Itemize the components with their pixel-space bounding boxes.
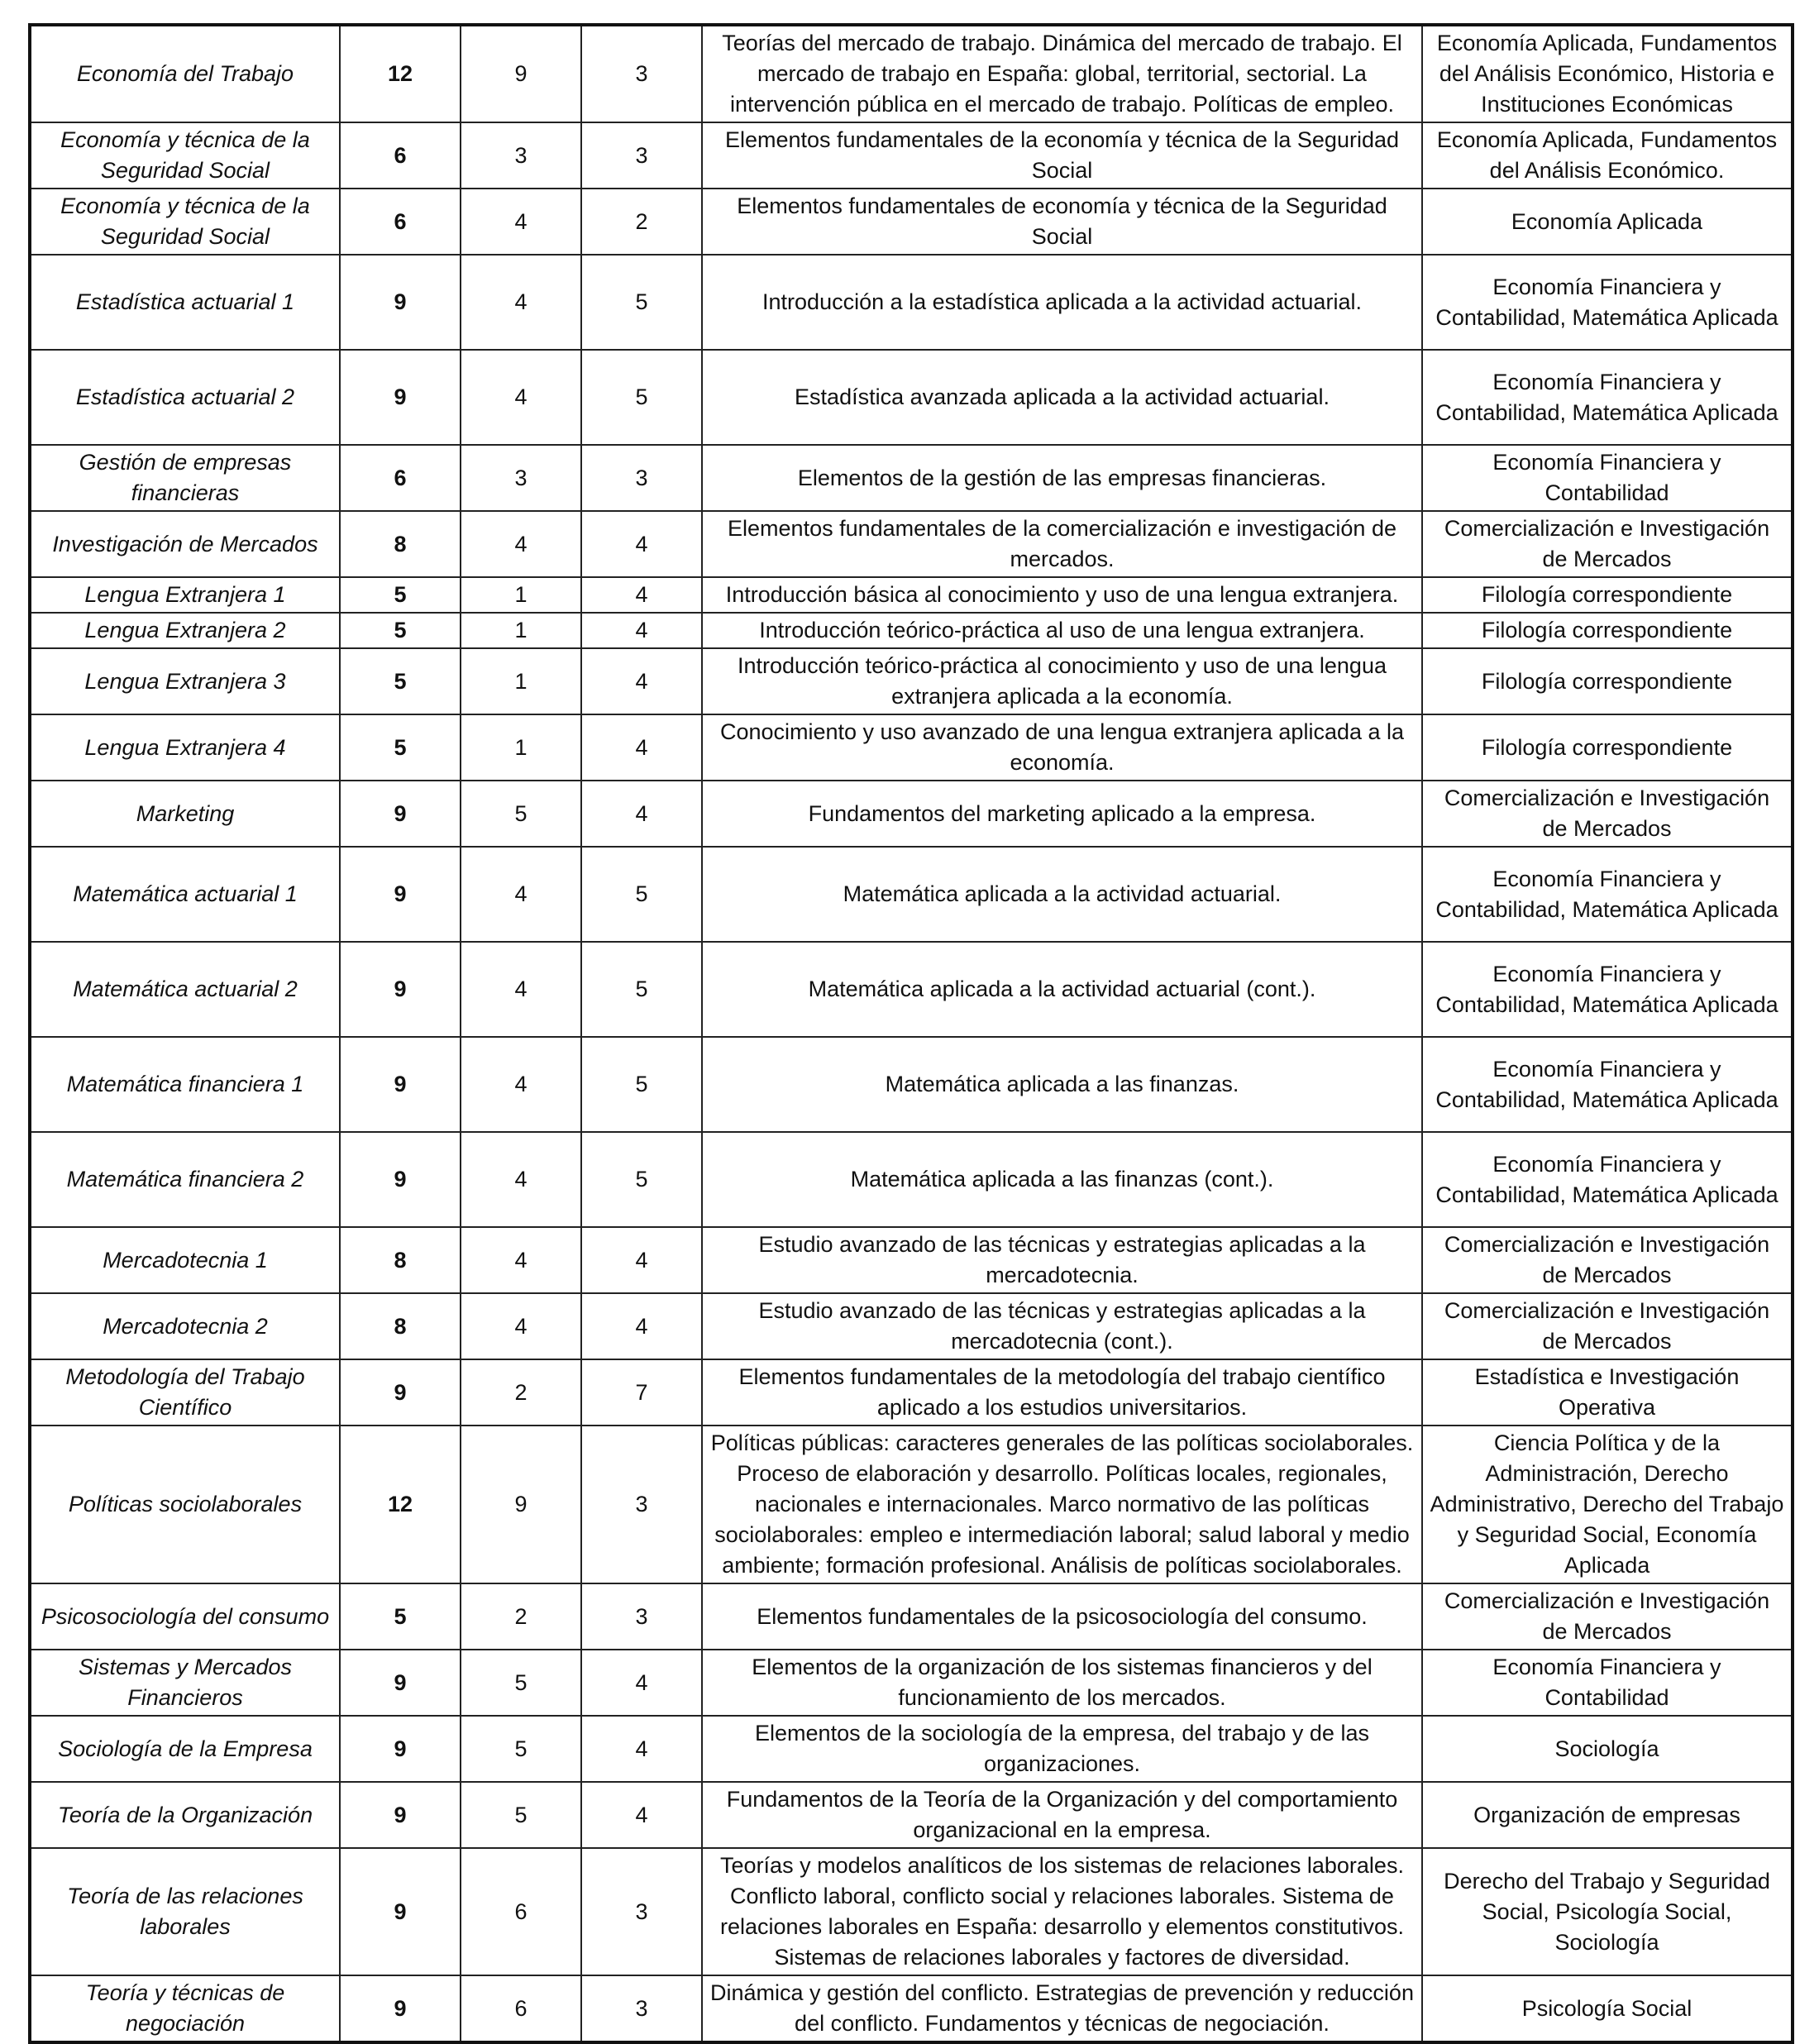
- subject-name: Marketing: [30, 781, 340, 847]
- table-row: [30, 511, 1793, 577]
- practice-credits: 7: [581, 1359, 702, 1426]
- subject-description: Elementos fundamentales de economía y técnica de la Seguridad Social: [702, 189, 1422, 255]
- practice-credits: 5: [581, 942, 702, 1037]
- theory-credits: 4: [461, 1037, 581, 1132]
- theory-credits: 3: [461, 122, 581, 189]
- knowledge-areas: Economía Aplicada, Fundamentos del Análisis Económico.: [1422, 122, 1793, 189]
- subject-description: Elementos de la gestión de las empresas financieras.: [702, 445, 1422, 511]
- practice-credits: 4: [581, 511, 702, 577]
- table-row: [30, 1359, 1793, 1426]
- theory-credits: 4: [461, 1227, 581, 1293]
- practice-credits: 5: [581, 1132, 702, 1227]
- total-credits: 9: [340, 1650, 461, 1716]
- knowledge-areas: Economía Financiera y Contabilidad: [1422, 1650, 1793, 1716]
- total-credits: 5: [340, 714, 461, 781]
- knowledge-areas: Comercialización e Investigación de Mercados: [1422, 1293, 1793, 1359]
- total-credits: 9: [340, 1037, 461, 1132]
- theory-credits: 6: [461, 1975, 581, 2042]
- theory-credits: 4: [461, 1293, 581, 1359]
- total-credits: 6: [340, 189, 461, 255]
- table-row: [30, 942, 1793, 1037]
- subject-name: Lengua Extranjera 1: [30, 577, 340, 613]
- practice-credits: 3: [581, 445, 702, 511]
- knowledge-areas: Economía Aplicada: [1422, 189, 1793, 255]
- practice-credits: 4: [581, 613, 702, 648]
- practice-credits: 3: [581, 25, 702, 122]
- knowledge-areas: Comercialización e Investigación de Mercados: [1422, 1583, 1793, 1650]
- theory-credits: 9: [461, 25, 581, 122]
- subject-name: Lengua Extranjera 4: [30, 714, 340, 781]
- theory-credits: 5: [461, 781, 581, 847]
- practice-credits: 5: [581, 847, 702, 942]
- table-row: [30, 1782, 1793, 1848]
- subject-name: Economía y técnica de la Seguridad Social: [30, 122, 340, 189]
- subject-description: Introducción básica al conocimiento y uso de una lengua extranjera.: [702, 577, 1422, 613]
- table-row: [30, 613, 1793, 648]
- theory-credits: 4: [461, 942, 581, 1037]
- table-row: [30, 1132, 1793, 1227]
- total-credits: 5: [340, 613, 461, 648]
- theory-credits: 3: [461, 445, 581, 511]
- total-credits: 9: [340, 942, 461, 1037]
- subject-description: Elementos fundamentales de la comercialización e investigación de mercados.: [702, 511, 1422, 577]
- practice-credits: 4: [581, 714, 702, 781]
- subject-name: Matemática financiera 2: [30, 1132, 340, 1227]
- table-row: [30, 189, 1793, 255]
- subject-description: Elementos fundamentales de la metodología del trabajo científico aplicado a los estudios universitarios.: [702, 1359, 1422, 1426]
- subject-name: Sistemas y Mercados Financieros: [30, 1650, 340, 1716]
- knowledge-areas: Ciencia Política y de la Administración, Derecho Administrativo, Derecho del Trabajo y Seguridad Social, Economía Aplicada: [1422, 1426, 1793, 1583]
- table-row: [30, 847, 1793, 942]
- total-credits: 9: [340, 847, 461, 942]
- practice-credits: 5: [581, 350, 702, 445]
- subject-description: Matemática aplicada a la actividad actuarial.: [702, 847, 1422, 942]
- table-row: [30, 122, 1793, 189]
- subject-name: Gestión de empresas financieras: [30, 445, 340, 511]
- table-row: [30, 25, 1793, 122]
- subject-description: Introducción teórico-práctica al conocimiento y uso de una lengua extranjera aplicada a la economía.: [702, 648, 1422, 714]
- knowledge-areas: Filología correspondiente: [1422, 648, 1793, 714]
- knowledge-areas: Economía Financiera y Contabilidad, Matemática Aplicada: [1422, 1132, 1793, 1227]
- practice-credits: 4: [581, 1293, 702, 1359]
- table-row: [30, 1227, 1793, 1293]
- subject-name: Economía del Trabajo: [30, 25, 340, 122]
- knowledge-areas: Comercialización e Investigación de Mercados: [1422, 511, 1793, 577]
- knowledge-areas: Estadística e Investigación Operativa: [1422, 1359, 1793, 1426]
- theory-credits: 5: [461, 1782, 581, 1848]
- practice-credits: 3: [581, 122, 702, 189]
- total-credits: 5: [340, 1583, 461, 1650]
- subject-name: Economía y técnica de la Seguridad Social: [30, 189, 340, 255]
- knowledge-areas: Sociología: [1422, 1716, 1793, 1782]
- knowledge-areas: Derecho del Trabajo y Seguridad Social, Psicología Social, Sociología: [1422, 1848, 1793, 1975]
- practice-credits: 4: [581, 1227, 702, 1293]
- subject-description: Teorías y modelos analíticos de los sistemas de relaciones laborales. Conflicto laboral, conflicto social y relaciones laborales. Sistema de relaciones laborales en España: desarrollo y elementos constitutivos. Sistemas de relaciones laborales y factores de diversidad.: [702, 1848, 1422, 1975]
- subject-description: Matemática aplicada a las finanzas.: [702, 1037, 1422, 1132]
- practice-credits: 3: [581, 1975, 702, 2042]
- subject-name: Teoría de las relaciones laborales: [30, 1848, 340, 1975]
- document-page: [28, 23, 1791, 2036]
- total-credits: 9: [340, 255, 461, 350]
- table-row: [30, 1716, 1793, 1782]
- table-row: [30, 1426, 1793, 1583]
- total-credits: 9: [340, 1848, 461, 1975]
- theory-credits: 4: [461, 511, 581, 577]
- total-credits: 12: [340, 25, 461, 122]
- subject-name: Mercadotecnia 2: [30, 1293, 340, 1359]
- table-row: [30, 648, 1793, 714]
- practice-credits: 3: [581, 1848, 702, 1975]
- total-credits: 6: [340, 445, 461, 511]
- subject-description: Teorías del mercado de trabajo. Dinámica del mercado de trabajo. El mercado de trabajo en España: global, territorial, sectorial. La intervención pública en el mercado de trabajo. Políticas de empleo.: [702, 25, 1422, 122]
- subject-description: Estudio avanzado de las técnicas y estrategias aplicadas a la mercadotecnia.: [702, 1227, 1422, 1293]
- theory-credits: 6: [461, 1848, 581, 1975]
- subject-name: Matemática actuarial 2: [30, 942, 340, 1037]
- knowledge-areas: Filología correspondiente: [1422, 577, 1793, 613]
- knowledge-areas: Comercialización e Investigación de Mercados: [1422, 1227, 1793, 1293]
- knowledge-areas: Economía Aplicada, Fundamentos del Análisis Económico, Historia e Instituciones Económicas: [1422, 25, 1793, 122]
- subject-description: Elementos fundamentales de la economía y técnica de la Seguridad Social: [702, 122, 1422, 189]
- theory-credits: 5: [461, 1716, 581, 1782]
- subject-name: Lengua Extranjera 3: [30, 648, 340, 714]
- total-credits: 9: [340, 350, 461, 445]
- table-row: [30, 1293, 1793, 1359]
- knowledge-areas: Comercialización e Investigación de Mercados: [1422, 781, 1793, 847]
- theory-credits: 4: [461, 847, 581, 942]
- total-credits: 8: [340, 511, 461, 577]
- theory-credits: 1: [461, 714, 581, 781]
- table-row: [30, 1583, 1793, 1650]
- knowledge-areas: Psicología Social: [1422, 1975, 1793, 2042]
- subject-description: Elementos fundamentales de la psicosociología del consumo.: [702, 1583, 1422, 1650]
- knowledge-areas: Economía Financiera y Contabilidad, Matemática Aplicada: [1422, 847, 1793, 942]
- knowledge-areas: Economía Financiera y Contabilidad: [1422, 445, 1793, 511]
- table-row: [30, 781, 1793, 847]
- total-credits: 8: [340, 1227, 461, 1293]
- practice-credits: 3: [581, 1583, 702, 1650]
- subject-description: Estudio avanzado de las técnicas y estrategias aplicadas a la mercadotecnia (cont.).: [702, 1293, 1422, 1359]
- subject-name: Matemática financiera 1: [30, 1037, 340, 1132]
- subject-name: Sociología de la Empresa: [30, 1716, 340, 1782]
- subject-description: Fundamentos del marketing aplicado a la empresa.: [702, 781, 1422, 847]
- theory-credits: 4: [461, 350, 581, 445]
- table-row: [30, 445, 1793, 511]
- subject-description: Matemática aplicada a la actividad actuarial (cont.).: [702, 942, 1422, 1037]
- practice-credits: 4: [581, 577, 702, 613]
- theory-credits: 1: [461, 577, 581, 613]
- theory-credits: 4: [461, 189, 581, 255]
- subject-name: Matemática actuarial 1: [30, 847, 340, 942]
- total-credits: 8: [340, 1293, 461, 1359]
- knowledge-areas: Economía Financiera y Contabilidad, Matemática Aplicada: [1422, 1037, 1793, 1132]
- subject-description: Estadística avanzada aplicada a la actividad actuarial.: [702, 350, 1422, 445]
- total-credits: 5: [340, 648, 461, 714]
- practice-credits: 4: [581, 648, 702, 714]
- subjects-table: [28, 23, 1794, 2044]
- table-row: [30, 577, 1793, 613]
- total-credits: 9: [340, 1716, 461, 1782]
- total-credits: 9: [340, 1975, 461, 2042]
- subject-name: Metodología del Trabajo Científico: [30, 1359, 340, 1426]
- subject-description: Introducción teórico-práctica al uso de una lengua extranjera.: [702, 613, 1422, 648]
- knowledge-areas: Filología correspondiente: [1422, 613, 1793, 648]
- practice-credits: 3: [581, 1426, 702, 1583]
- subject-description: Elementos de la sociología de la empresa, del trabajo y de las organizaciones.: [702, 1716, 1422, 1782]
- subject-name: Mercadotecnia 1: [30, 1227, 340, 1293]
- table-row: [30, 255, 1793, 350]
- knowledge-areas: Economía Financiera y Contabilidad, Matemática Aplicada: [1422, 350, 1793, 445]
- table-row: [30, 350, 1793, 445]
- table-row: [30, 1848, 1793, 1975]
- knowledge-areas: Economía Financiera y Contabilidad, Matemática Aplicada: [1422, 942, 1793, 1037]
- subject-name: Estadística actuarial 1: [30, 255, 340, 350]
- practice-credits: 4: [581, 1716, 702, 1782]
- practice-credits: 2: [581, 189, 702, 255]
- subject-description: Dinámica y gestión del conflicto. Estrategias de prevención y reducción del conflicto. Fundamentos y técnicas de negociación.: [702, 1975, 1422, 2042]
- subject-name: Teoría y técnicas de negociación: [30, 1975, 340, 2042]
- theory-credits: 4: [461, 1132, 581, 1227]
- knowledge-areas: Organización de empresas: [1422, 1782, 1793, 1848]
- subject-name: Investigación de Mercados: [30, 511, 340, 577]
- subject-description: Fundamentos de la Teoría de la Organización y del comportamiento organizacional en la empresa.: [702, 1782, 1422, 1848]
- total-credits: 6: [340, 122, 461, 189]
- total-credits: 12: [340, 1426, 461, 1583]
- theory-credits: 4: [461, 255, 581, 350]
- knowledge-areas: Economía Financiera y Contabilidad, Matemática Aplicada: [1422, 255, 1793, 350]
- subject-description: Matemática aplicada a las finanzas (cont.).: [702, 1132, 1422, 1227]
- knowledge-areas: Filología correspondiente: [1422, 714, 1793, 781]
- total-credits: 9: [340, 781, 461, 847]
- subject-description: Elementos de la organización de los sistemas financieros y del funcionamiento de los mercados.: [702, 1650, 1422, 1716]
- theory-credits: 9: [461, 1426, 581, 1583]
- subject-description: Políticas públicas: caracteres generales de las políticas sociolaborales. Proceso de elaboración y desarrollo. Políticas locales, regionales, nacionales e internacionales. Marco normativo de las políticas sociolaborales: empleo e intermediación laboral; salud laboral y medio ambiente; formación profesional. Análisis de políticas sociolaborales.: [702, 1426, 1422, 1583]
- subject-description: Conocimiento y uso avanzado de una lengua extranjera aplicada a la economía.: [702, 714, 1422, 781]
- total-credits: 9: [340, 1132, 461, 1227]
- table-row: [30, 1650, 1793, 1716]
- subject-name: Lengua Extranjera 2: [30, 613, 340, 648]
- total-credits: 9: [340, 1782, 461, 1848]
- practice-credits: 5: [581, 1037, 702, 1132]
- practice-credits: 4: [581, 1782, 702, 1848]
- subject-description: Introducción a la estadística aplicada a la actividad actuarial.: [702, 255, 1422, 350]
- theory-credits: 5: [461, 1650, 581, 1716]
- table-row: [30, 714, 1793, 781]
- theory-credits: 1: [461, 613, 581, 648]
- total-credits: 9: [340, 1359, 461, 1426]
- theory-credits: 1: [461, 648, 581, 714]
- total-credits: 5: [340, 577, 461, 613]
- subject-name: Teoría de la Organización: [30, 1782, 340, 1848]
- table-row: [30, 1037, 1793, 1132]
- subject-name: Estadística actuarial 2: [30, 350, 340, 445]
- theory-credits: 2: [461, 1359, 581, 1426]
- table-row: [30, 1975, 1793, 2042]
- subject-name: Psicosociología del consumo: [30, 1583, 340, 1650]
- practice-credits: 5: [581, 255, 702, 350]
- subject-name: Políticas sociolaborales: [30, 1426, 340, 1583]
- practice-credits: 4: [581, 1650, 702, 1716]
- subjects-table-body: [30, 25, 1793, 2042]
- theory-credits: 2: [461, 1583, 581, 1650]
- practice-credits: 4: [581, 781, 702, 847]
